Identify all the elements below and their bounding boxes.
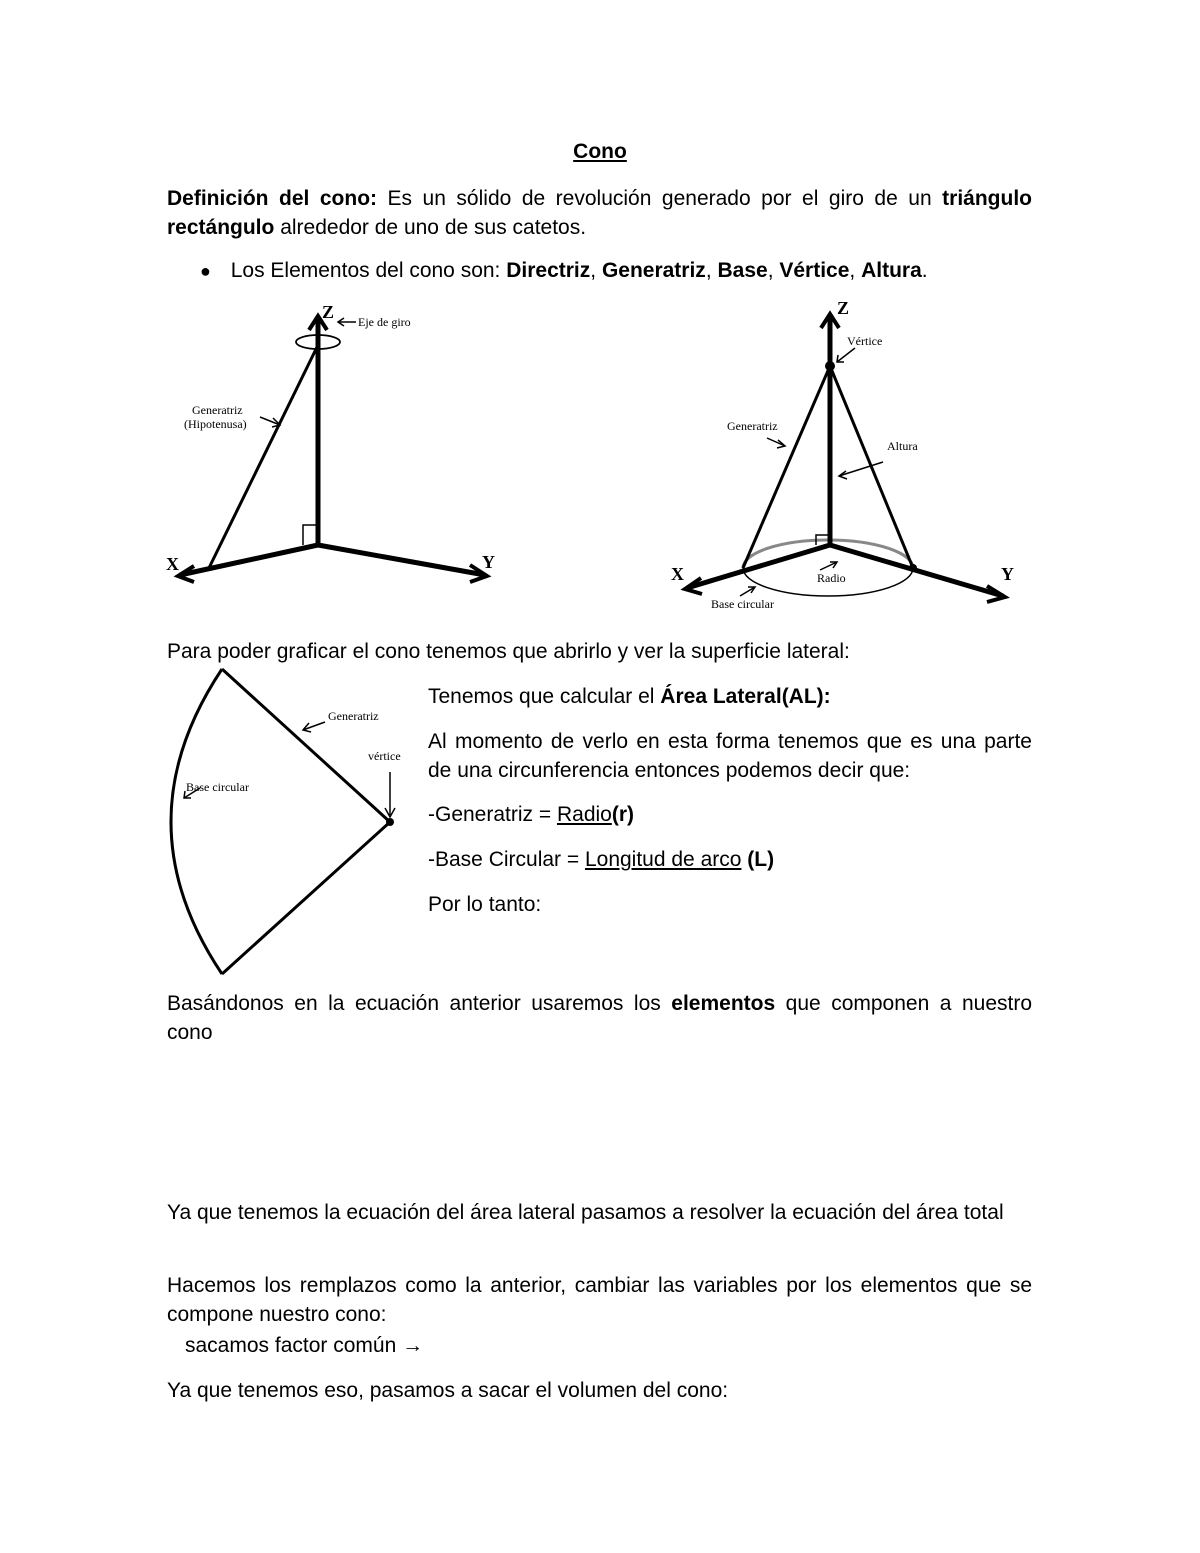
hypotenuse bbox=[208, 345, 318, 570]
figure-cone bbox=[665, 300, 1035, 620]
altura-label: Altura bbox=[887, 439, 918, 453]
vertex-dot bbox=[825, 361, 835, 371]
bullet-dot: ● bbox=[200, 261, 211, 281]
y-label: Y bbox=[482, 552, 495, 572]
page-title: Cono bbox=[573, 140, 627, 163]
total-area-paragraph: Ya que tenemos la ecuación del área lateral pasamos a resolver la ecuación del área total bbox=[167, 1201, 1004, 1224]
x-label: X bbox=[671, 564, 684, 584]
definition-label: Definición del cono: bbox=[167, 187, 378, 210]
vertice-label: vértice bbox=[368, 749, 401, 763]
factor-text: sacamos factor común → bbox=[185, 1334, 424, 1357]
vertice-label: Vértice bbox=[847, 334, 883, 348]
generatriz-line bbox=[743, 366, 830, 568]
sector-edge-bottom bbox=[222, 822, 390, 974]
base-equality: -Base Circular = Longitud de arco (L) bbox=[428, 848, 775, 871]
z-label: Z bbox=[837, 298, 850, 318]
therefore-text: Por lo tanto: bbox=[428, 893, 542, 916]
generatriz-label: Generatriz bbox=[328, 709, 379, 723]
base-label: Base circular bbox=[186, 780, 249, 794]
definition-paragraph: Definición del cono: Es un sólido de revolución generado por el giro de un triángulo rectángulo alrededor de uno de sus catetos. bbox=[167, 187, 1032, 239]
sector-arc bbox=[171, 669, 222, 974]
generatriz-equality: -Generatriz = Radio(r) bbox=[428, 803, 635, 826]
volume-paragraph: Ya que tenemos eso, pasamos a sacar el volumen del cono: bbox=[167, 1379, 729, 1402]
replace-paragraph: Hacemos los remplazos como la anterior, cambiar las variables por los elementos que se compone nuestro cono: bbox=[167, 1274, 1032, 1326]
z-label: Z bbox=[322, 302, 335, 322]
generatriz-label: Generatriz bbox=[192, 403, 243, 417]
open-cone-intro: Para poder graficar el cono tenemos que abrirlo y ver la superficie lateral: bbox=[167, 640, 850, 663]
eje-label: Eje de giro bbox=[358, 315, 411, 329]
based-paragraph: Basándonos en la ecuación anterior usaremos los elementos que componen a nuestro cono bbox=[167, 992, 1033, 1044]
y-axis bbox=[830, 545, 1003, 596]
figure-sector bbox=[160, 660, 420, 990]
x-label: X bbox=[166, 554, 179, 574]
radio-label: Radio bbox=[817, 571, 846, 585]
y-axis bbox=[318, 545, 485, 575]
lateral-observation: Al momento de verlo en esta forma tenemos que es una parte de una circunferencia entonces podemos decir que: bbox=[428, 730, 1032, 782]
lateral-intro: Tenemos que calcular el Área Lateral(AL): bbox=[428, 685, 831, 708]
figure-right-triangle bbox=[160, 300, 520, 610]
hipotenusa-label: (Hipotenusa) bbox=[184, 417, 247, 431]
sector-edge-top bbox=[222, 669, 390, 822]
base-label: Base circular bbox=[711, 597, 774, 611]
generatriz-line-right bbox=[830, 366, 913, 568]
elements-bullet: ● Los Elementos del cono son: Directriz, Generatriz, Base, Vértice, Altura. bbox=[200, 259, 928, 282]
y-label: Y bbox=[1001, 564, 1014, 584]
generatriz-label: Generatriz bbox=[727, 419, 778, 433]
x-axis bbox=[180, 545, 318, 575]
